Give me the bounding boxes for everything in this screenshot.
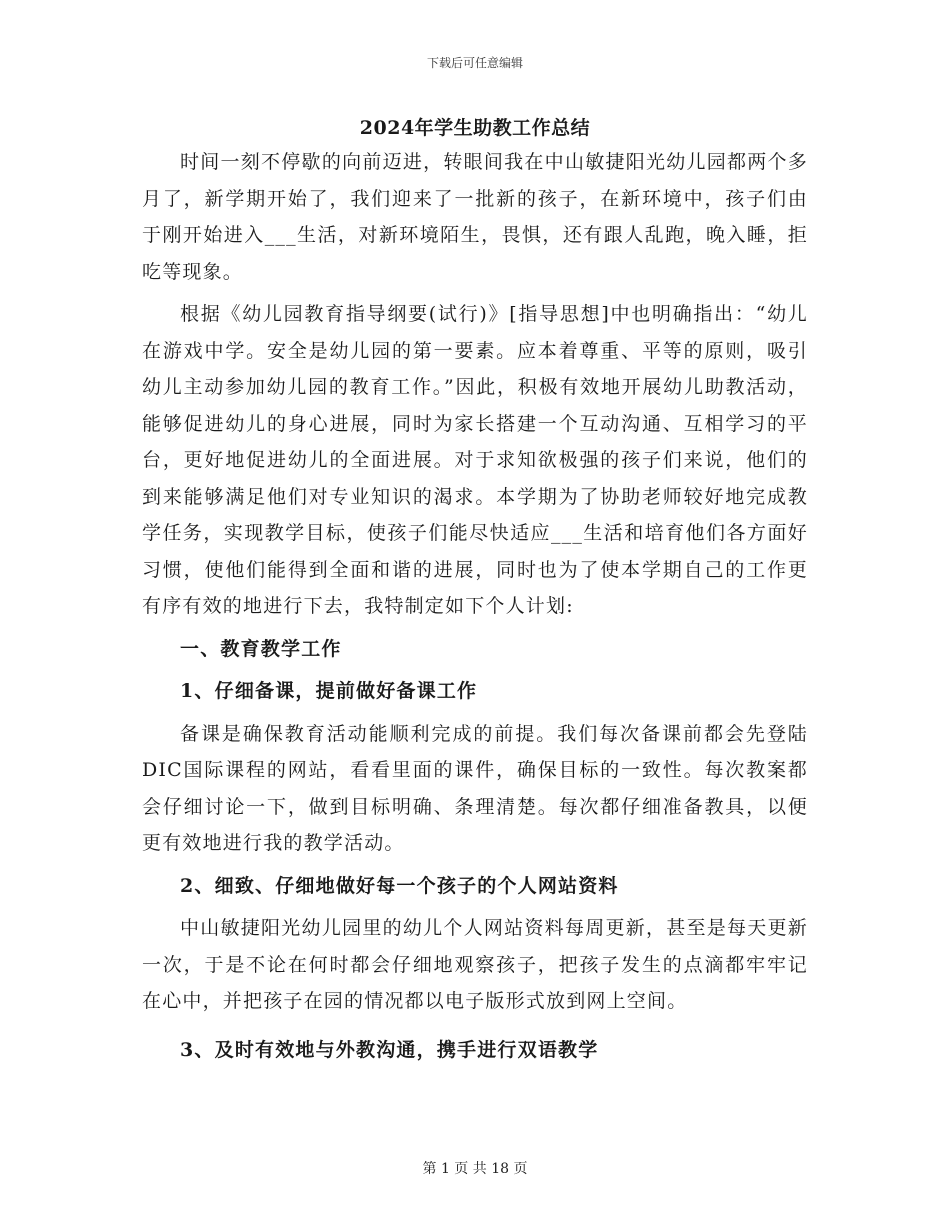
guideline-paragraph: 根据《幼儿园教育指导纲要(试行)》[指导思想]中也明确指出：“幼儿在游戏中学。安全是幼儿园的第一要素。应本着尊重、平等的原则，吸引幼儿主动参加幼儿园的教育工作。”因此，积极有效地开展幼儿助教活动，能够促进幼儿的身心进展，同时为家长搭建一个互动沟通、互相学习的平台，更好地促进幼儿的全面进展。对于求知欲极强的孩子们来说，他们的到来能够满足他们对专业知识的渴求。本学期为了协助老师较好地完成教学任务，实现教学目标，使孩子们能尽快适应___生活和培育他们各方面好习惯，使他们能得到全面和谐的进展，同时也为了使本学期自己的工作更有序有效的地进行下去，我特制定如下个人计划: bbox=[142, 303, 808, 617]
document-body bbox=[142, 112, 808, 1068]
lesson-prep-paragraph: 备课是确保教育活动能顺利完成的前提。我们每次备课前都会先登陆DIC国际课程的网站，看看里面的课件，确保目标的一致性。每次教案都会仔细讨论一下，做到目标明确、条理清楚。每次都仔细准备教具，以便更有效地进行我的教学活动。 bbox=[142, 722, 808, 854]
document-title: 2024年学生助教工作总结 bbox=[359, 117, 591, 139]
section-heading-teaching: 一、教育教学工作 bbox=[180, 637, 342, 660]
subheading-bilingual: 3、及时有效地与外教沟通，携手进行双语教学 bbox=[180, 1038, 599, 1061]
page-footer: 第 1 页 共 18 页 bbox=[422, 1161, 528, 1177]
header-note: 下载后可任意编辑 bbox=[426, 56, 523, 70]
intro-paragraph: 时间一刻不停歇的向前迈进，转眼间我在中山敏捷阳光幼儿园都两个多月了，新学期开始了，我们迎来了一批新的孩子，在新环境中，孩子们由于刚开始进入___生活，对新环境陌生，畏惧，还有跟人乱跑，晚入睡，拒吃等现象。 bbox=[142, 151, 808, 283]
subheading-child-profiles: 2、细致、仔细地做好每一个孩子的个人网站资料 bbox=[180, 874, 619, 897]
child-profiles-paragraph: 中山敏捷阳光幼儿园里的幼儿个人网站资料每周更新，甚至是每天更新一次，于是不论在何时都会仔细地观察孩子，把孩子发生的点滴都牢牢记在心中，并把孩子在园的情况都以电子版形式放到网上空间。 bbox=[142, 917, 808, 1012]
subheading-lesson-prep: 1、仔细备课，提前做好备课工作 bbox=[180, 680, 478, 702]
